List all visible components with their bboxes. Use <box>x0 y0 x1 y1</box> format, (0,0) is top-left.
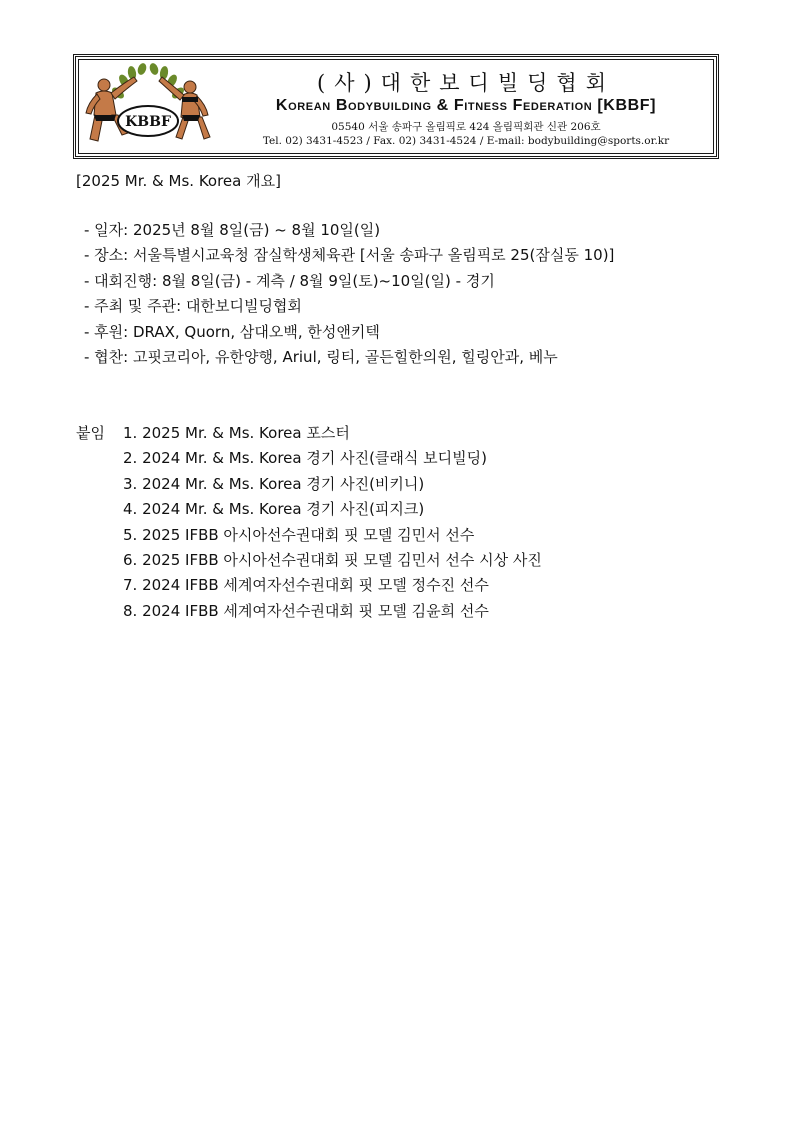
logo-text: KBBF <box>125 114 171 130</box>
org-name-english: Korean Bodybuilding & Fitness Federation [KBBF] <box>275 97 657 114</box>
overview-item-host: - 주최 및 주관: 대한보디빌딩협회 <box>84 297 302 316</box>
attachment-item: 2. 2024 Mr. & Ms. Korea 경기 사진(클래식 보디빌딩) <box>123 449 487 468</box>
attachment-item: 1. 2025 Mr. & Ms. Korea 포스터 <box>123 424 350 442</box>
attachment-item: 8. 2024 IFBB 세계여자선수권대회 핏 모델 김윤희 선수 <box>123 601 489 620</box>
document-title: [2025 Mr. & Ms. Korea 개요] <box>76 172 281 190</box>
org-contact: Tel. 02) 3431-4523 / Fax. 02) 3431-4524 / E-mail: bodybuilding@sports.or.kr <box>262 135 670 147</box>
kbbf-logo <box>84 63 212 153</box>
attachment-item: 5. 2025 IFBB 아시아선수권대회 핏 모델 김민서 선수 <box>123 525 475 544</box>
attachment-item: 6. 2025 IFBB 아시아선수권대회 핏 모델 김민서 선수 시상 사진 <box>123 550 542 569</box>
overview-item-venue: - 장소: 서울특별시교육청 잠실학생체육관 [서울 송파구 올림픽로 25(잠실동 10)] <box>84 246 615 265</box>
letterhead <box>73 54 719 159</box>
overview-item-sponsors: - 후원: DRAX, Quorn, 삼대오백, 한성앤키텍 <box>84 322 380 341</box>
attachment-item: 3. 2024 Mr. & Ms. Korea 경기 사진(비키니) <box>123 474 425 493</box>
overview-list <box>84 218 614 370</box>
overview-item-date: - 일자: 2025년 8월 8일(금) ~ 8월 10일(일) <box>84 221 381 239</box>
overview-item-cosponsors: - 협찬: 고핏코리아, 유한양행, Ariul, 링티, 골든힐한의원, 힐링안과, 베누 <box>84 347 558 366</box>
overview-item-schedule: - 대회진행: 8월 8일(금) - 계측 / 8월 9일(토)~10일(일) - 경기 <box>84 271 495 290</box>
attachment-label: 붙임 <box>76 424 105 442</box>
attachment-item: 4. 2024 Mr. & Ms. Korea 경기 사진(피지크) <box>123 500 425 519</box>
attachment-list <box>123 421 542 624</box>
org-address: 05540 서울 송파구 올림픽로 424 올림픽회관 신관 206호 <box>331 121 601 133</box>
org-name-korean: (사)대한보디빌딩협회 <box>317 71 615 95</box>
attachment-item: 7. 2024 IFBB 세계여자선수권대회 핏 모델 정수진 선수 <box>123 576 489 595</box>
